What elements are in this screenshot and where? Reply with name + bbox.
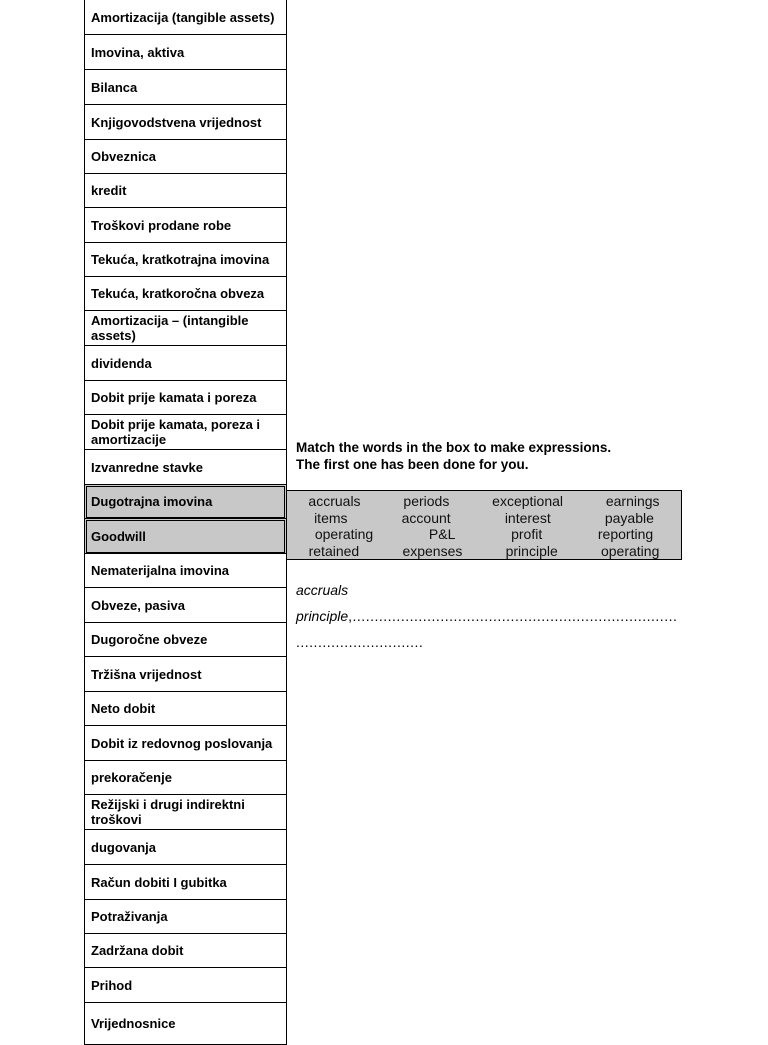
word-box-word: operating	[314, 526, 374, 542]
term-label: Dobit iz redovnog poslovanja	[91, 735, 273, 751]
word-box-word: payable	[604, 509, 654, 526]
term-row	[85, 70, 286, 105]
term-label: Izvanredne stavke	[91, 459, 204, 475]
term-label: Imovina, aktiva	[91, 44, 185, 60]
term-label: Amortizacija – (intangible assets)	[91, 313, 249, 343]
word-box-line	[287, 510, 681, 527]
term-row	[85, 243, 286, 277]
answer-word: principle	[296, 608, 349, 624]
term-row	[85, 311, 286, 346]
term-label: Dobit prije kamata i poreza	[91, 390, 257, 405]
term-row	[85, 761, 286, 795]
term-label: Tekuća, kratkotrajna imovina	[91, 252, 270, 267]
term-row	[85, 692, 286, 726]
word-box-word: exceptional	[492, 493, 563, 509]
term-row	[85, 0, 286, 35]
term-label: Tekuća, kratkoročna obveza	[91, 286, 265, 301]
term-label: Bilanca	[91, 79, 138, 95]
word-box-line	[287, 493, 681, 510]
term-row	[85, 450, 286, 485]
term-row	[85, 519, 286, 554]
term-row	[85, 623, 286, 657]
term-row	[85, 174, 286, 208]
word-box	[286, 490, 682, 560]
term-label: Neto dobit	[91, 701, 156, 716]
term-row	[85, 657, 286, 692]
term-row	[85, 726, 286, 761]
term-row	[85, 795, 286, 830]
word-box-word: profit	[511, 526, 543, 542]
term-label: Goodwill	[91, 528, 146, 544]
term-label: kredit	[91, 183, 127, 198]
word-box-word: earnings	[605, 493, 660, 509]
term-row	[85, 208, 286, 243]
instruction-line-2: The first one has been done for you.	[296, 457, 529, 472]
term-row	[85, 35, 286, 70]
term-row	[85, 381, 286, 415]
term-label: Dugotrajna imovina	[91, 494, 213, 509]
word-box-line	[287, 543, 681, 560]
term-label: Obveznica	[91, 149, 157, 164]
answer-line-3: .............................	[296, 634, 424, 650]
term-label: prekoračenje	[91, 770, 172, 785]
word-box-word: retained	[308, 542, 360, 559]
term-row	[85, 900, 286, 934]
term-label: Potraživanja	[91, 909, 168, 924]
term-label: Režijski i drugi indirektni troškovi	[91, 797, 245, 827]
term-label: Tržišna vrijednost	[91, 666, 202, 682]
word-box-word: P&L	[428, 526, 456, 542]
term-label: Obveze, pasiva	[91, 597, 185, 613]
term-label: dividenda	[91, 355, 152, 371]
term-row	[85, 554, 286, 588]
term-label: Troškovi prodane robe	[91, 217, 232, 233]
term-row	[85, 415, 286, 450]
term-label: Knjigovodstvena vrijednost	[91, 114, 262, 130]
term-row	[85, 140, 286, 174]
term-row	[85, 934, 286, 968]
term-row	[85, 830, 286, 865]
instruction-line-1: Match the words in the box to make expressions.	[296, 440, 612, 455]
term-row	[85, 346, 286, 381]
word-box-word: account	[401, 509, 451, 526]
term-row	[85, 588, 286, 623]
term-label: Amortizacija (tangible assets)	[91, 9, 275, 25]
term-label: Račun dobiti I gubitka	[91, 874, 227, 890]
terms-table	[84, 0, 287, 1045]
term-label: Zadržana dobit	[91, 943, 184, 958]
term-label: Dugoročne obveze	[91, 632, 208, 647]
answer-dots: ,..........................................................................	[348, 608, 678, 624]
term-row	[85, 968, 286, 1003]
term-label: dugovanja	[91, 839, 157, 855]
word-box-word: principle	[505, 542, 558, 559]
answer-line-1: accruals	[296, 582, 349, 598]
term-label: Nematerijalna imovina	[91, 563, 229, 578]
term-label: Prihod	[91, 977, 133, 993]
word-box-word: reporting	[597, 526, 654, 542]
word-box-word: expenses	[402, 542, 463, 559]
answer-line-2	[296, 603, 696, 629]
exercise-instruction	[296, 439, 696, 473]
term-row	[85, 1003, 286, 1045]
term-label: Dobit prije kamata, poreza i amortizacije	[91, 417, 261, 447]
word-box-word: periods	[403, 493, 450, 509]
word-box-word: operating	[600, 542, 660, 559]
term-row	[85, 485, 286, 519]
answer-area	[296, 577, 696, 655]
term-row	[85, 865, 286, 900]
term-row	[85, 105, 286, 140]
term-row	[85, 277, 286, 311]
word-box-word: items	[314, 509, 348, 526]
term-label: Vrijednosnice	[91, 1016, 176, 1031]
word-box-word: accruals	[308, 493, 361, 509]
word-box-line	[287, 526, 681, 543]
word-box-word: interest	[504, 509, 551, 526]
